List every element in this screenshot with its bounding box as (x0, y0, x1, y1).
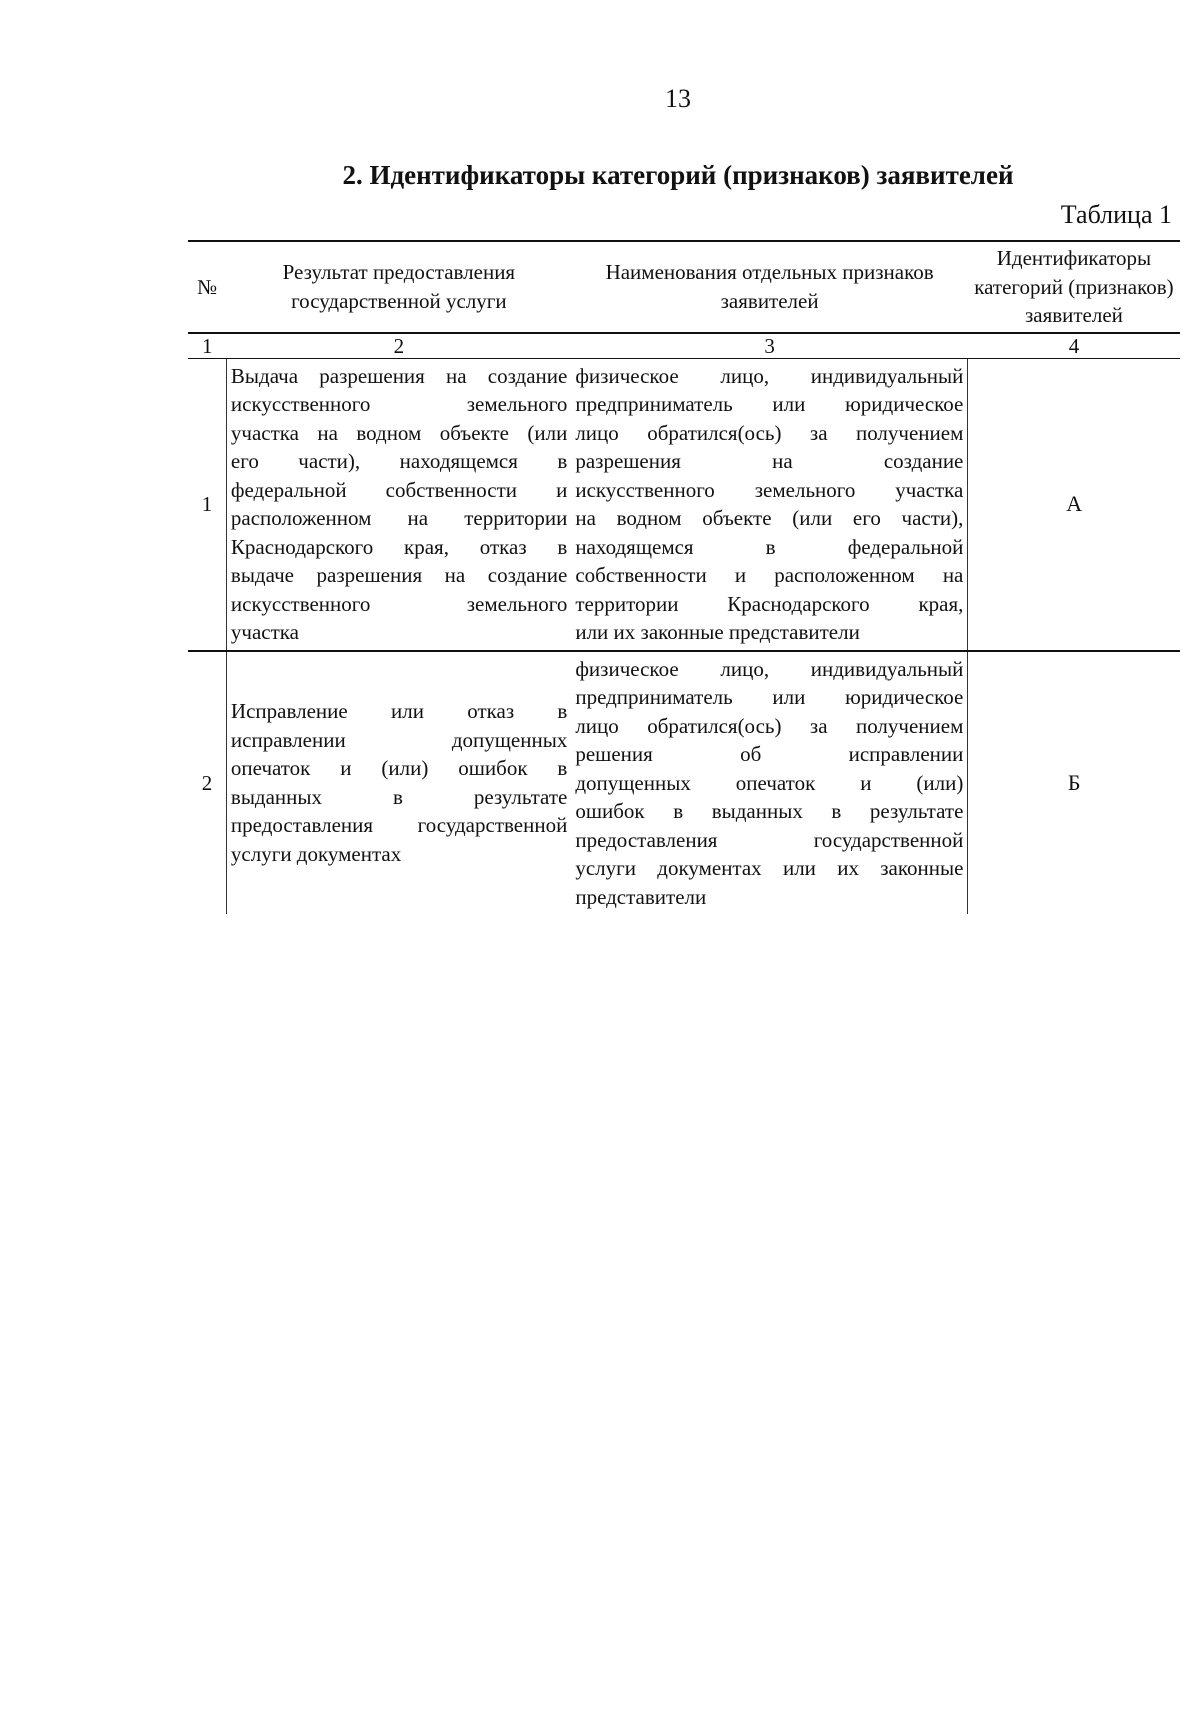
table-caption: Таблица 1 (1060, 200, 1172, 229)
result-line: предоставления государственной (230, 813, 568, 838)
features-line: предоставления государственной (575, 827, 964, 852)
features-line: находящемся в федеральной (575, 534, 964, 559)
row-number: 1 (188, 358, 226, 651)
features-line: услуги документах или их законные (575, 856, 964, 880)
features-cell (571, 651, 968, 915)
identifier-cell (968, 651, 1180, 915)
features-line: допущенных опечаток и (или) (575, 770, 964, 795)
section-title: 2. Идентификаторы категорий (признаков) заявителей (342, 160, 1014, 190)
category-identifier: А (1066, 490, 1083, 516)
result-line: расположенном на территории (230, 506, 568, 530)
features-line: лицо обратился(ось) за получением (575, 713, 964, 738)
result-line: искусственного земельного (230, 392, 568, 416)
row-number: 2 (201, 770, 213, 795)
page-number: 13 (665, 84, 691, 113)
features-line: лицо обратился(ось) за получением (575, 420, 964, 445)
features-line: решения об исправлении (575, 742, 964, 766)
result-cell (226, 651, 571, 915)
result-line: Краснодарского края, отказ в (230, 534, 568, 559)
header-features: Наименования отдельных признаков заявителей (571, 241, 968, 333)
features-line: физическое лицо, индивидуальный (575, 363, 964, 388)
result-line: выдаче разрешения на создание (230, 563, 568, 587)
category-identifier: Б (1067, 769, 1081, 795)
features-line: или их законные представители (575, 620, 860, 644)
identifier-cell (968, 358, 1180, 651)
features-line: искусственного земельного участка (575, 477, 964, 502)
features-line: территории Краснодарского края, (575, 591, 964, 616)
features-line: ошибок в выданных в результате (575, 799, 964, 823)
header-identifiers: Идентификаторы категорий (признаков) заявителей (968, 241, 1180, 333)
column-number: 3 (571, 333, 968, 359)
column-number: 1 (188, 333, 226, 359)
features-line: на водном объекте (или его части), (575, 506, 964, 530)
features-line: предприниматель или юридическое (575, 392, 964, 416)
result-line: выданных в результате (230, 784, 568, 809)
result-line: федеральной собственности и (230, 477, 568, 502)
features-line: разрешения на создание (575, 449, 964, 473)
table-row (188, 358, 1180, 651)
features-cell (571, 358, 968, 651)
column-number: 4 (968, 333, 1180, 359)
column-number: 2 (226, 333, 571, 359)
features-line: физическое лицо, индивидуальный (575, 656, 964, 681)
result-line: участка (230, 620, 299, 644)
result-line: участка на водном объекте (или (230, 420, 568, 445)
header-number: № (188, 241, 226, 333)
table-header-row (188, 241, 1180, 333)
result-line: искусственного земельного (230, 591, 568, 616)
result-line: его части), находящемся в (230, 449, 568, 473)
result-line: Исправление или отказ в (230, 699, 568, 724)
column-number-row (188, 333, 1180, 359)
result-line: услуги документах (230, 841, 402, 866)
header-result: Результат предоставления государственной услуги (226, 241, 571, 333)
result-line: исправлении допущенных (230, 727, 568, 752)
applicant-categories-table (188, 240, 1180, 914)
features-line: собственности и расположенном на (575, 563, 964, 587)
result-line: опечаток и (или) ошибок в (230, 756, 568, 781)
result-line: Выдача разрешения на создание (230, 363, 568, 388)
features-line: предприниматель или юридическое (575, 685, 964, 709)
features-line: представители (575, 884, 707, 909)
result-cell (226, 358, 571, 651)
table-row (188, 651, 1180, 915)
